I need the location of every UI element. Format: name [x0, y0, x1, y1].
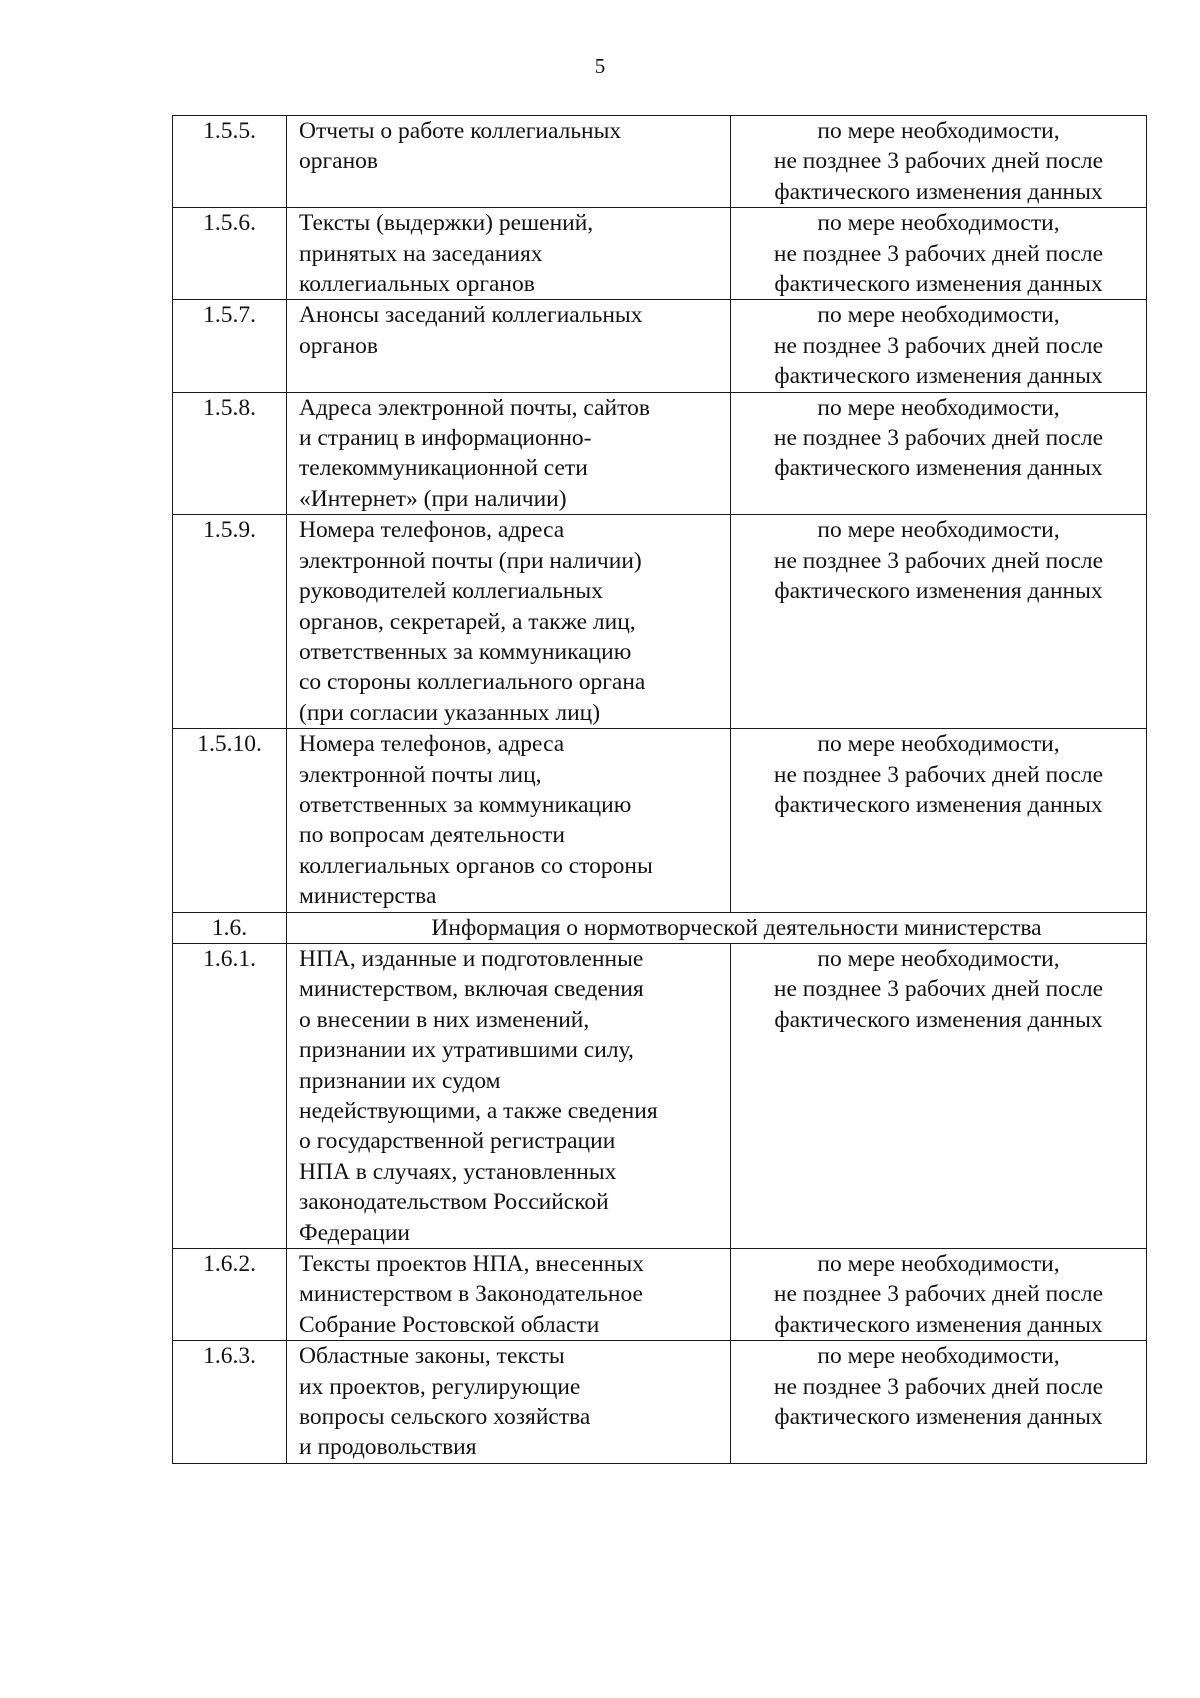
- term-line: не позднее 3 рабочих дней после: [773, 148, 1104, 175]
- description-line: недействующими, а также сведения: [299, 1098, 658, 1124]
- description-line: министерством, включая сведения: [299, 976, 644, 1003]
- description-line: Анонсы заседаний коллегиальных: [299, 302, 643, 329]
- table-row: [173, 515, 1147, 729]
- term-line: по мере необходимости,: [817, 945, 1060, 972]
- table-row: [173, 300, 1147, 392]
- update-term: [731, 300, 1147, 392]
- term-line: не позднее 3 рабочих дней после: [773, 1281, 1104, 1308]
- update-term: [731, 392, 1147, 515]
- table-body: [173, 116, 1147, 1464]
- item-description: [287, 392, 731, 515]
- term-line: не позднее 3 рабочих дней после: [773, 240, 1104, 267]
- term-line: фактического изменения данных: [774, 791, 1103, 818]
- term-line: по мере необходимости,: [817, 1343, 1060, 1370]
- term-line: фактического изменения данных: [774, 1006, 1103, 1033]
- description-line: Тексты (выдержки) решений,: [299, 210, 594, 237]
- item-number: 1.5.8.: [173, 392, 287, 515]
- update-term: [731, 116, 1147, 208]
- term-line: фактического изменения данных: [774, 1404, 1103, 1431]
- term-line: по мере необходимости,: [817, 1251, 1060, 1278]
- update-term: [731, 515, 1147, 729]
- description-line: «Интернет» (при наличии): [299, 485, 567, 512]
- description-line: НПА в случаях, установленных: [299, 1158, 617, 1185]
- description-line: электронной почты лиц,: [299, 761, 542, 788]
- item-description: [287, 116, 731, 208]
- term-line: по мере необходимости,: [817, 302, 1060, 329]
- term-line: не позднее 3 рабочих дней после: [773, 547, 1104, 574]
- table-row: [173, 943, 1147, 1248]
- description-line: со стороны коллегиального органа: [299, 669, 646, 696]
- update-term: [731, 1249, 1147, 1341]
- term-line: не позднее 3 рабочих дней после: [773, 976, 1104, 1003]
- description-line: министерства: [299, 883, 437, 910]
- description-line: Федерации: [299, 1219, 410, 1246]
- table-row: [173, 1341, 1147, 1464]
- description-line: Адреса электронной почты, сайтов: [299, 394, 650, 421]
- update-term: [731, 208, 1147, 300]
- item-number: 1.5.9.: [173, 515, 287, 729]
- update-term: [731, 1341, 1147, 1464]
- description-line: ответственных за коммуникацию: [299, 791, 632, 818]
- description-line: Тексты проектов НПА, внесенных: [299, 1251, 644, 1278]
- item-description: [287, 208, 731, 300]
- description-line: Номера телефонов, адреса: [299, 517, 565, 544]
- description-line: коллегиальных органов: [299, 271, 535, 298]
- item-number: 1.6.2.: [173, 1249, 287, 1341]
- description-line: телекоммуникационной сети: [299, 455, 588, 482]
- term-line: по мере необходимости,: [817, 731, 1060, 758]
- section-row: [173, 912, 1147, 943]
- description-line: органов: [299, 332, 378, 359]
- item-description: [287, 515, 731, 729]
- section-title: Информация о нормотворческой деятельности министерства: [287, 912, 1147, 943]
- description-line: НПА, изданные и подготовленные: [299, 945, 644, 972]
- item-description: [287, 300, 731, 392]
- description-line: Номера телефонов, адреса: [299, 731, 565, 758]
- item-number: 1.5.10.: [173, 729, 287, 912]
- description-line: законодательством Российской: [299, 1189, 609, 1216]
- description-line: органов, секретарей, а также лиц,: [299, 608, 636, 635]
- term-line: не позднее 3 рабочих дней после: [773, 1373, 1104, 1400]
- description-line: ответственных за коммуникацию: [299, 638, 632, 665]
- description-line: по вопросам деятельности: [299, 822, 565, 849]
- term-line: не позднее 3 рабочих дней после: [773, 425, 1104, 452]
- description-line: электронной почты (при наличии): [299, 547, 642, 574]
- item-number: 1.6.1.: [173, 943, 287, 1248]
- description-line: коллегиальных органов со стороны: [299, 852, 653, 879]
- table-row: [173, 116, 1147, 208]
- item-description: [287, 1341, 731, 1464]
- description-line: признании их утратившими силу,: [299, 1037, 634, 1064]
- term-line: не позднее 3 рабочих дней после: [773, 332, 1104, 359]
- description-line: Областные законы, тексты: [299, 1343, 565, 1370]
- term-line: по мере необходимости,: [817, 118, 1060, 144]
- term-line: фактического изменения данных: [774, 178, 1103, 205]
- page-number: 5: [594, 54, 606, 78]
- term-line: фактического изменения данных: [774, 363, 1103, 390]
- term-line: по мере необходимости,: [817, 517, 1060, 544]
- description-line: их проектов, регулирующие: [299, 1373, 581, 1400]
- table-row: [173, 1249, 1147, 1341]
- item-number: 1.6.: [173, 912, 287, 943]
- description-line: Отчеты о работе коллегиальных: [299, 118, 622, 144]
- description-line: и страниц в информационно-: [299, 425, 592, 452]
- term-line: по мере необходимости,: [817, 394, 1060, 421]
- description-line: министерством в Законодательное: [299, 1281, 643, 1308]
- item-number: 1.5.7.: [173, 300, 287, 392]
- description-line: принятых на заседаниях: [299, 240, 543, 267]
- description-line: вопросы сельского хозяйства: [299, 1404, 591, 1431]
- item-description: [287, 1249, 731, 1341]
- item-number: 1.6.3.: [173, 1341, 287, 1464]
- item-description: [287, 729, 731, 912]
- table-row: [173, 208, 1147, 300]
- description-line: признании их судом: [299, 1067, 501, 1094]
- description-line: руководителей коллегиальных: [299, 578, 603, 605]
- description-line: (при согласии указанных лиц): [299, 699, 601, 726]
- term-line: фактического изменения данных: [774, 271, 1103, 298]
- term-line: не позднее 3 рабочих дней после: [773, 761, 1104, 788]
- term-line: по мере необходимости,: [817, 210, 1060, 237]
- description-line: и продовольствия: [299, 1434, 477, 1461]
- item-description: [287, 943, 731, 1248]
- item-number: 1.5.5.: [173, 116, 287, 208]
- term-line: фактического изменения данных: [774, 455, 1103, 482]
- update-term: [731, 729, 1147, 912]
- table-row: [173, 392, 1147, 515]
- update-term: [731, 943, 1147, 1248]
- info-disclosure-table: [172, 115, 1147, 1464]
- description-line: органов: [299, 148, 378, 175]
- description-line: о внесении в них изменений,: [299, 1006, 590, 1033]
- term-line: фактического изменения данных: [774, 578, 1103, 605]
- description-line: Собрание Ростовской области: [299, 1311, 600, 1338]
- term-line: фактического изменения данных: [774, 1311, 1103, 1338]
- description-line: о государственной регистрации: [299, 1128, 616, 1155]
- item-number: 1.5.6.: [173, 208, 287, 300]
- table-row: [173, 729, 1147, 912]
